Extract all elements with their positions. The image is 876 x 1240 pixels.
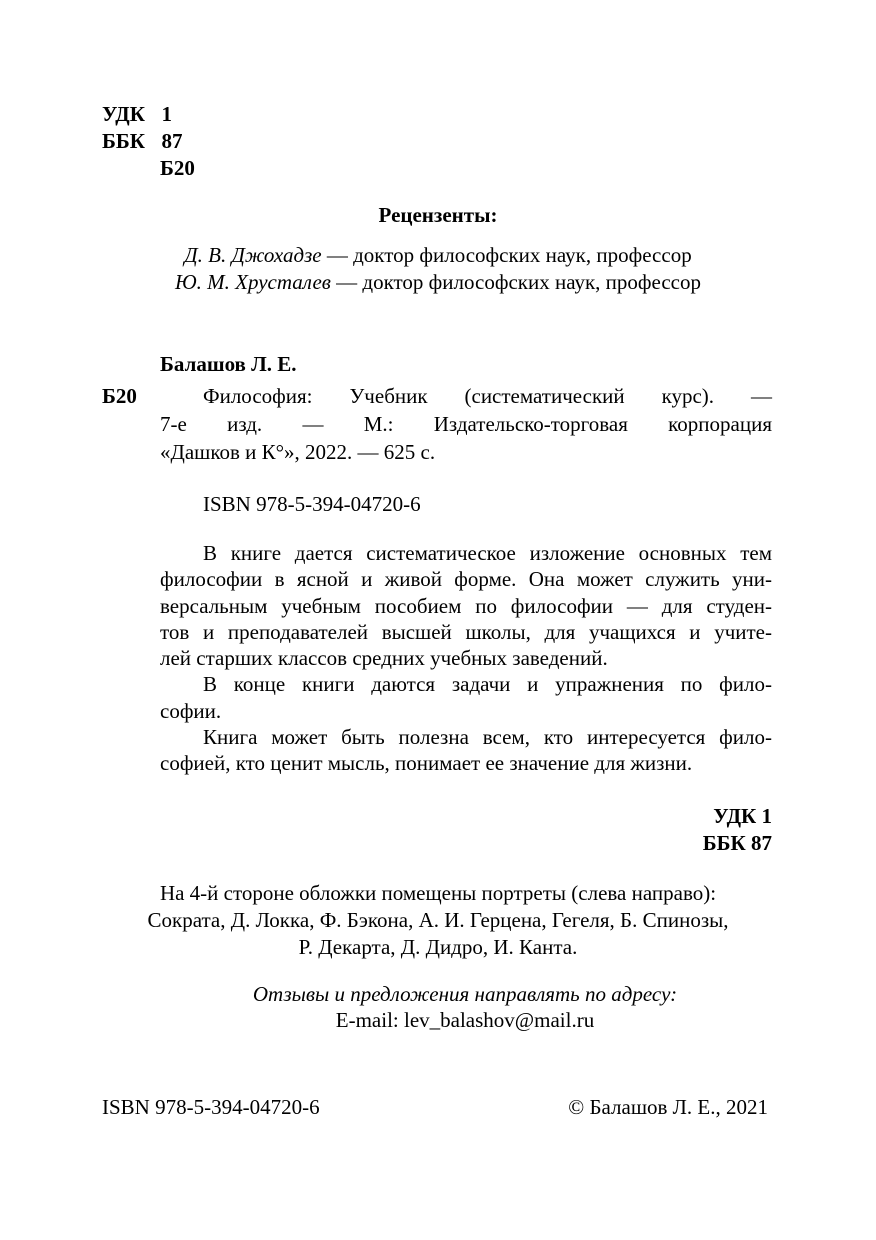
annotation [160, 540, 772, 777]
reviewer-2 [0, 268, 876, 296]
author-sign-top: Б20 [160, 156, 195, 180]
reviewer-2-name: Ю. М. Хрусталев [175, 270, 331, 294]
footer-copyright: © Балашов Л. Е., 2021 [568, 1095, 768, 1119]
bib-line-3: «Дашков и К°», 2022. — 625 с. [160, 440, 436, 464]
bbk-line [102, 127, 183, 155]
portraits-line-2: Сократа, Д. Локка, Ф. Бэкона, А. И. Герцена, Гегеля, Б. Спинозы, [147, 908, 729, 932]
bbk-label: ББК [102, 129, 145, 153]
annotation-line: софией, кто ценит мысль, понимает ее значение для жизни. [160, 751, 693, 776]
reviewer-2-desc: — доктор философских наук, профессор [330, 270, 701, 294]
annotation-line: В книге дается систематическое изложение основных тем [203, 541, 772, 565]
annotation-line: философии в ясной и живой форме. Она может служить уни- [160, 567, 772, 592]
book-sign: Б20 [102, 384, 137, 408]
udk-right: УДК 1 [713, 804, 772, 828]
annotation-line: В конце книги даются задачи и упражнения по фило- [203, 672, 772, 697]
reviewers-heading: Рецензенты: [378, 203, 498, 227]
bib-line-2: 7-е изд. — М.: Издательско-торговая корпорация [160, 412, 772, 436]
reviewer-1-name: Д. В. Джохадзе [184, 243, 322, 267]
udk-line [102, 100, 172, 128]
book-author: Балашов Л. Е. [160, 352, 297, 376]
contact-email: E-mail: lev_balashov@mail.ru [335, 1008, 595, 1032]
reviewer-1 [0, 241, 876, 269]
annotation-line: тов и преподавателей высшей школы, для учащихся и учите- [160, 619, 772, 644]
udk-label: УДК [102, 102, 145, 126]
annotation-line: софии. [160, 698, 222, 723]
bbk-right: ББК 87 [702, 831, 772, 855]
book-isbn: ISBN 978-5-394-04720-6 [203, 492, 421, 516]
udk-value: 1 [161, 102, 172, 126]
bbk-value: 87 [161, 129, 183, 153]
reviewer-1-desc: — доктор философских наук, профессор [321, 243, 692, 267]
portraits-line-1: На 4-й стороне обложки помещены портреты (слева направо): [159, 881, 717, 905]
portraits-line-3: Р. Декарта, Д. Дидро, И. Канта. [298, 935, 578, 959]
footer-isbn: ISBN 978-5-394-04720-6 [102, 1095, 320, 1119]
contact-prompt: Отзывы и предложения направлять по адресу: [252, 982, 678, 1006]
annotation-line: Книга может быть полезна всем, кто интересуется фило- [203, 725, 772, 750]
annotation-line: версальным учебным пособием по философии — для студен- [160, 593, 772, 618]
annotation-line: лей старших классов средних учебных заведений. [160, 646, 608, 671]
bib-line-1: Философия: Учебник (систематический курс). — [203, 384, 772, 408]
